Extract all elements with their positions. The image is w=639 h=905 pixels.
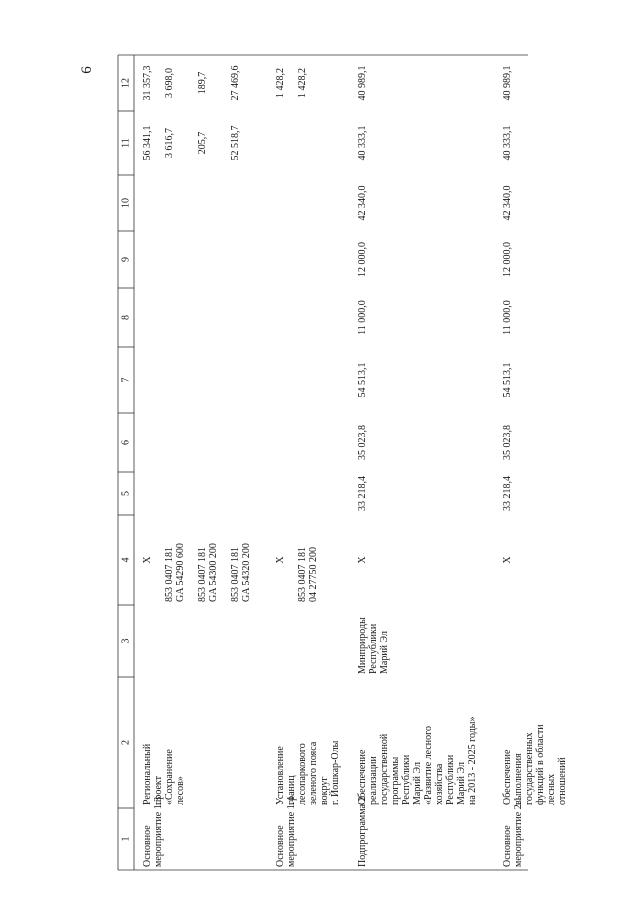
header-cell: 7 <box>120 377 132 383</box>
cell-text: лесных <box>546 773 557 805</box>
cell-text: Республики <box>445 754 456 805</box>
cell-text: Обеспечение <box>502 749 513 805</box>
cell-text: вокруг <box>319 776 330 805</box>
page-number: 6 <box>79 66 95 74</box>
header-cell: 3 <box>120 638 132 644</box>
cell-text: Х <box>502 556 513 564</box>
cell-text: 12 000,0 <box>357 242 368 277</box>
cell-text: 56 341,1 <box>142 125 153 161</box>
cell-text: Подпрограмма 2 <box>357 796 368 867</box>
cell-text: 52 518,7 <box>230 125 241 161</box>
table-row <box>142 66 252 868</box>
cell-text: 40 989,1 <box>502 65 513 101</box>
cell-text: отношений <box>557 757 568 805</box>
cell-text: 3 698,0 <box>164 68 175 98</box>
cell-text: 35 023,8 <box>502 425 513 460</box>
header-cell: 1 <box>120 836 132 842</box>
cell-text: Минприроды <box>357 617 368 674</box>
cell-text: Обеспечение <box>357 749 368 805</box>
cell-text: 11 000,0 <box>357 300 368 335</box>
cell-text: границ <box>286 775 297 805</box>
cell-text: на 2013 - 2025 годы» <box>467 716 478 805</box>
cell-text: 853 0407 181 <box>230 547 241 602</box>
table-body <box>142 66 568 868</box>
cell-text: 853 0407 181 <box>297 547 308 602</box>
cell-text: 1 428,2 <box>275 68 286 98</box>
cell-text: 40 333,1 <box>357 125 368 161</box>
cell-text: функций в области <box>535 724 546 805</box>
cell-text: г. Йошкар-Олы <box>330 740 341 805</box>
table-header <box>120 78 131 842</box>
cell-text: проект <box>153 775 164 805</box>
cell-text: 33 218,4 <box>357 476 368 511</box>
table-row <box>275 68 341 867</box>
header-cell: 5 <box>120 491 132 496</box>
cell-text: Марий Эл <box>456 762 467 805</box>
cell-text: 35 023,8 <box>357 425 368 460</box>
cell-text: Х <box>142 556 153 564</box>
cell-text: Основное <box>142 825 153 867</box>
cell-text: Республики <box>401 754 412 805</box>
cell-text: Х <box>357 556 368 564</box>
cell-text: 853 0407 181 <box>164 547 175 602</box>
cell-text: Основное <box>275 825 286 867</box>
cell-text: 3 616,7 <box>164 128 175 158</box>
header-cell: 8 <box>120 315 132 320</box>
cell-text: Установление <box>275 746 286 805</box>
cell-text: 54 513,1 <box>502 362 513 398</box>
cell-text: «Сохранение <box>164 749 175 805</box>
header-cell: 2 <box>120 740 132 745</box>
header-cell: 12 <box>120 78 132 88</box>
cell-text: мероприятие 2.1 <box>513 796 524 867</box>
cell-text: 853 0407 181 <box>197 547 208 602</box>
cell-text: 04 27750 200 <box>308 547 319 602</box>
cell-text: мероприятие 1.4 <box>286 796 297 867</box>
cell-text: 1 428,2 <box>297 68 308 98</box>
cell-text: 42 340,0 <box>502 185 513 221</box>
cell-text: 54 513,1 <box>357 362 368 398</box>
cell-text: 33 218,4 <box>502 476 513 511</box>
cell-text: GA 54300 200 <box>208 543 219 602</box>
cell-text: GA 54320 200 <box>241 543 252 602</box>
cell-text: лесопаркового <box>297 743 308 805</box>
cell-text: 205,7 <box>197 131 208 155</box>
header-cell: 6 <box>120 440 132 445</box>
cell-text: государственной <box>379 733 390 805</box>
cell-text: Региональный <box>142 743 153 805</box>
cell-text: зеленого пояса <box>308 741 319 805</box>
cell-text: 40 333,1 <box>502 125 513 161</box>
cell-text: реализации <box>368 756 379 805</box>
cell-text: мероприятие 1.3 <box>153 796 164 867</box>
cell-text: Республики <box>368 623 379 674</box>
table-row <box>502 66 568 868</box>
cell-text: выполнения <box>513 753 524 805</box>
header-cell: 4 <box>120 557 132 563</box>
cell-text: Марий Эл <box>412 762 423 805</box>
cell-text: Основное <box>502 825 513 867</box>
cell-text: Марий Эл <box>379 631 390 674</box>
header-cell: 11 <box>120 138 132 148</box>
table-row <box>357 66 478 868</box>
cell-text: 31 357,3 <box>142 65 153 101</box>
cell-text: 27 469,6 <box>230 65 241 101</box>
cell-text: хозяйства <box>434 763 445 805</box>
cell-text: Х <box>275 556 286 564</box>
cell-text: лесов» <box>175 776 186 805</box>
cell-text: 11 000,0 <box>502 300 513 335</box>
cell-text: GA 54290 600 <box>175 543 186 602</box>
header-cell: 9 <box>120 257 132 262</box>
header-cell: 10 <box>120 198 132 208</box>
cell-text: государственных <box>524 732 535 805</box>
cell-text: 12 000,0 <box>502 242 513 277</box>
cell-text: «Развитие лесного <box>423 725 434 805</box>
cell-text: 42 340,0 <box>357 185 368 221</box>
cell-text: 189,7 <box>197 71 208 95</box>
cell-text: программы <box>390 756 401 805</box>
cell-text: 40 989,1 <box>357 65 368 101</box>
